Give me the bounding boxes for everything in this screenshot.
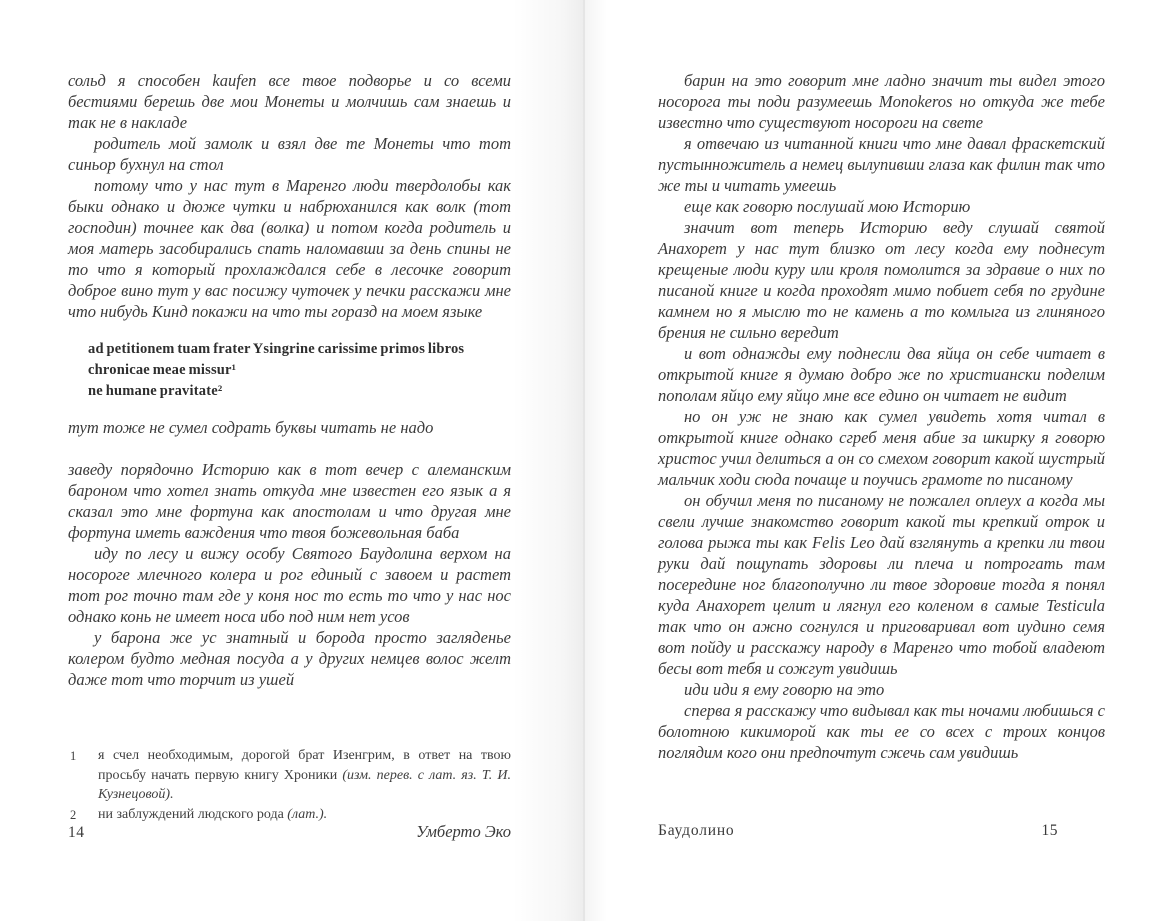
footnote-text	[98, 748, 511, 802]
latin-quote-line: chronicae meae missur¹	[88, 362, 237, 378]
running-footer-title: Баудолино	[658, 822, 735, 839]
paragraph: заведу порядочно Историю как в тот вечер с алеманским бароном что хотел знать откуда мне известен его язык а я сказал это мне фортуна как апостолам и что другая мне фортуна иметь важдения что твоя божевольная баба	[68, 460, 511, 542]
left-page-footer	[68, 822, 511, 842]
latin-quote-line: ad petitionem tuam frater Ysingrine carissime primos libros	[88, 341, 465, 357]
paragraph: иди иди я ему говорю на это	[684, 680, 885, 699]
footnote	[68, 746, 511, 805]
page-number: 14	[68, 824, 85, 841]
footnote-text-italic: (изм. перев. с лат. яз. Т. И. Кузнецовой).	[98, 767, 511, 802]
paragraph: потому что у нас тут в Маренго люди твердолобы как быки однако и дюже чутки и набрюханился как волк (тот господин) точнее как два (волка) и потом когда родитель и моя матерь засобирались спать наломавши за день спины не то что я который прохлаждался себе в лесочке говорит доброе вино тут у вас посижу чуточек у печки расскажи мне что нибудь Кинд покажи на что ты горазд на моем языке	[68, 176, 511, 321]
paragraph: но он уж не знаю как сумел увидеть хотя читал в открытой книге однако сгреб меня абие за шкирку я говорю христос учил делиться а он со смехом говорит какой шустрый мальчик ходи сюда почаще и поучись грамоте по писаному	[658, 407, 1105, 489]
paragraph: у барона же ус знатный и борода просто загляденье колером будто медная посуда а у других немцев волос желт даже тот что торчит из ушей	[68, 628, 511, 689]
footnote-text-italic: (лат.).	[287, 806, 328, 822]
footnote-text	[98, 807, 327, 822]
running-footer-author: Умберто Эко	[416, 822, 511, 841]
paragraph: родитель мой замолк и взял две те Монеты что тот синьор бухнул на стол	[68, 134, 511, 174]
footnotes-block	[68, 746, 511, 824]
paragraph: тут тоже не сумел содрать буквы читать не надо	[68, 418, 434, 437]
paragraph: сольд я способен kaufen все твое подворье и со всеми бестиями берешь две мои Монеты и молчишь сам знаешь и так не в накладе	[68, 71, 511, 132]
paragraph: сперва я расскажу что видывал как ты ночами любишься с болотною кикиморой как ты ее со всех с троих концов поглядим кого они предпочтут сжечь сам увидишь	[658, 701, 1105, 762]
paragraph: барин на это говорит мне ладно значит ты видел этого носорога ты поди разумеешь Monokeros но откуда же тебе известно что существуют носороги на свете	[658, 71, 1105, 132]
left-page-text-column	[68, 70, 511, 690]
footnote-text-roman: ни заблуждений людского рода	[98, 806, 288, 822]
right-page-text-column	[658, 70, 1105, 763]
footnote-number: 2	[70, 807, 77, 822]
paragraph: он обучил меня по писаному не пожалел оплеух а когда мы свели лучше знакомство говорит какой ты крепкий отрок и голова рыжа ты как Felis Leo дай взглянуть а крепки ли твои руки дай пощупать здоровы ли плеча и потрогать там посередине ног благополучно ли твое здоровие тогда я понял куда Анахорет целит и лягнул его коленом в самые Testicula так что он ажно согнулся и приговаривал вот иудино семя вот пойду и расскажу народу в Маренго что тобой владеют бесы вот тебя и сожгут увидишь	[658, 491, 1105, 678]
paragraph: значит вот теперь Историю веду слушай святой Анахорет у нас тут близко от лесу когда ему поднесут крещеные люди куру или кроля помолится за здравие о них по писаной книге и когда проходят мимо побиет себя по грудине камнем но я мыслю то не камень а то комлыга из глиняного брения не сильно вередит	[658, 218, 1105, 342]
paragraph: и вот однажды ему поднесли два яйца он себе читает в открытой книге я думаю добро же по христиански поделим пополам яйцо ему яйцо мне все едино он читает не видит	[658, 344, 1105, 405]
footnote-text-roman: я счел необходимым, дорогой брат Изенгрим, в ответ на твою просьбу начать первую книгу Хроники	[98, 748, 511, 783]
paragraph: еще как говорю послушай мою Историю	[684, 197, 971, 216]
page-number: 15	[1041, 822, 1058, 839]
paragraph: я отвечаю из читанной книги что мне давал фраскетский пустынножитель а немец вылупивши глаза как филин так что же ты и читать умеешь	[658, 134, 1105, 195]
latin-quote-line: ne humane pravitate²	[88, 383, 223, 399]
right-page-footer	[658, 822, 1058, 840]
paragraph: иду по лесу и вижу особу Святого Баудолина верхом на носороге млечного колера и рог единый с завоем и растет тот рог точно там где у коня нос то есть то что у нас нос однако конь не имеет носа ибо под ним нет усов	[68, 544, 511, 626]
footnote-number: 1	[70, 749, 77, 763]
latin-blackletter-quote	[88, 339, 511, 402]
right-page	[584, 0, 1167, 921]
